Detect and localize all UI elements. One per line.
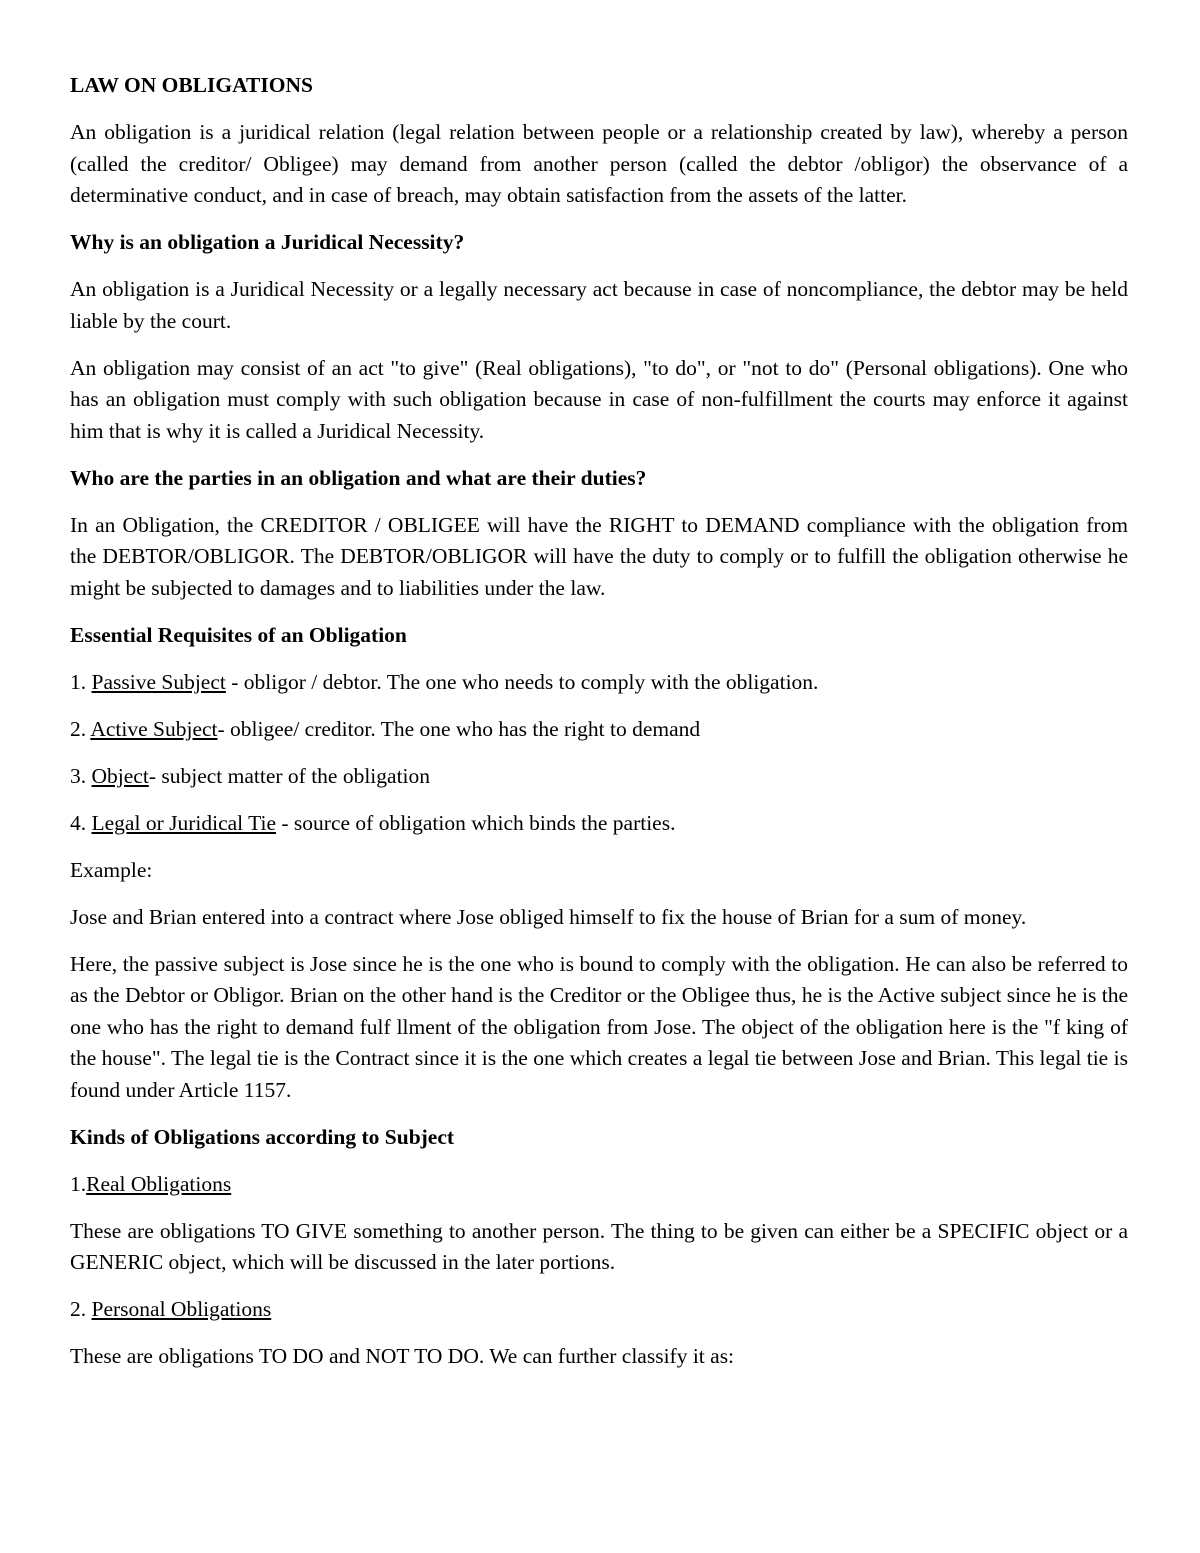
kind-personal-paragraph: These are obligations TO DO and NOT TO DO. We can further classify it as: [70, 1344, 735, 1368]
requisite-term: Object [91, 763, 149, 788]
requisite-item [70, 714, 1128, 746]
example-label: Example: [70, 857, 153, 882]
requisite-description: - obligor / debtor. The one who needs to comply with the obligation. [225, 669, 819, 694]
definition-paragraph: An obligation is a juridical relation (legal relation between people or a relationship created by law), whereby a person (called the creditor/ Obligee) may demand from another person (called the debtor /obligor) the observance of a determinative conduct, and in case of breach, may obtain satisfaction from the assets of the latter. [70, 120, 1128, 207]
kind-number: 2. [70, 1297, 92, 1321]
requisite-number: 3. [70, 763, 92, 788]
juridical-necessity-paragraph-2: An obligation may consist of an act "to give" (Real obligations), "to do", or "not to do" (Personal obligations). One who has an obligation must comply with such obligation because in case of non-fulfillment the courts may enforce it against him that is why it is called a Juridical Necessity. [70, 355, 1128, 443]
requisite-term: Passive Subject [91, 669, 226, 694]
kinds-heading: Kinds of Obligations according to Subject [70, 1124, 455, 1149]
document-title: LAW ON OBLIGATIONS [70, 73, 313, 97]
requisites-heading: Essential Requisites of an Obligation [70, 622, 407, 647]
requisite-item [70, 667, 1128, 699]
kind-number: 1. [70, 1171, 87, 1196]
kind-personal-title [70, 1294, 1128, 1326]
example-explanation-paragraph: Here, the passive subject is Jose since he is the one who is bound to comply with the obligation. He can also be referred to as the Debtor or Obligor. Brian on the other hand is the Creditor or the Obligee thus, he is the Active subject since he is the one who has the right to demand fulf llment of the obligation from Jose. The object of the obligation here is the "f king of the house". The legal tie is the Contract since it is the one which creates a legal tie between Jose and Brian. This legal tie is found under Article 1157. [70, 951, 1128, 1102]
requisite-term: Legal or Juridical Tie [91, 810, 277, 835]
requisite-number: 1. [70, 669, 92, 694]
kind-real-title [70, 1169, 1128, 1201]
juridical-necessity-heading: Why is an obligation a Juridical Necessity? [70, 230, 465, 254]
requisite-description: - source of obligation which binds the parties. [276, 810, 676, 835]
document-page [70, 70, 1128, 1388]
requisite-number: 2. [70, 716, 91, 741]
parties-paragraph: In an Obligation, the CREDITOR / OBLIGEE will have the RIGHT to DEMAND compliance with the obligation from the DEBTOR/OBLIGOR. The DEBTOR/OBLIGOR will have the duty to comply or to fulfill the obligation otherwise he might be subjected to damages and to liabilities under the law. [70, 512, 1128, 600]
kind-real-paragraph: These are obligations TO GIVE something to another person. The thing to be given can either be a SPECIFIC object or a GENERIC object, which will be discussed in the later portions. [70, 1218, 1128, 1274]
kind-term: Real Obligations [86, 1171, 232, 1196]
example-paragraph: Jose and Brian entered into a contract where Jose obliged himself to fix the house of Brian for a sum of money. [70, 904, 1027, 929]
requisite-number: 4. [70, 810, 92, 835]
parties-heading: Who are the parties in an obligation and what are their duties? [70, 465, 647, 490]
requisite-term: Active Subject [90, 716, 218, 741]
requisite-description: - subject matter of the obligation [148, 763, 431, 788]
requisite-item [70, 761, 1128, 793]
kind-term: Personal Obligations [91, 1297, 272, 1321]
requisite-description: - obligee/ creditor. The one who has the right to demand [217, 716, 701, 741]
requisite-item [70, 808, 1128, 840]
juridical-necessity-paragraph-1: An obligation is a Juridical Necessity or a legally necessary act because in case of noncompliance, the debtor may be held liable by the court. [70, 277, 1128, 333]
